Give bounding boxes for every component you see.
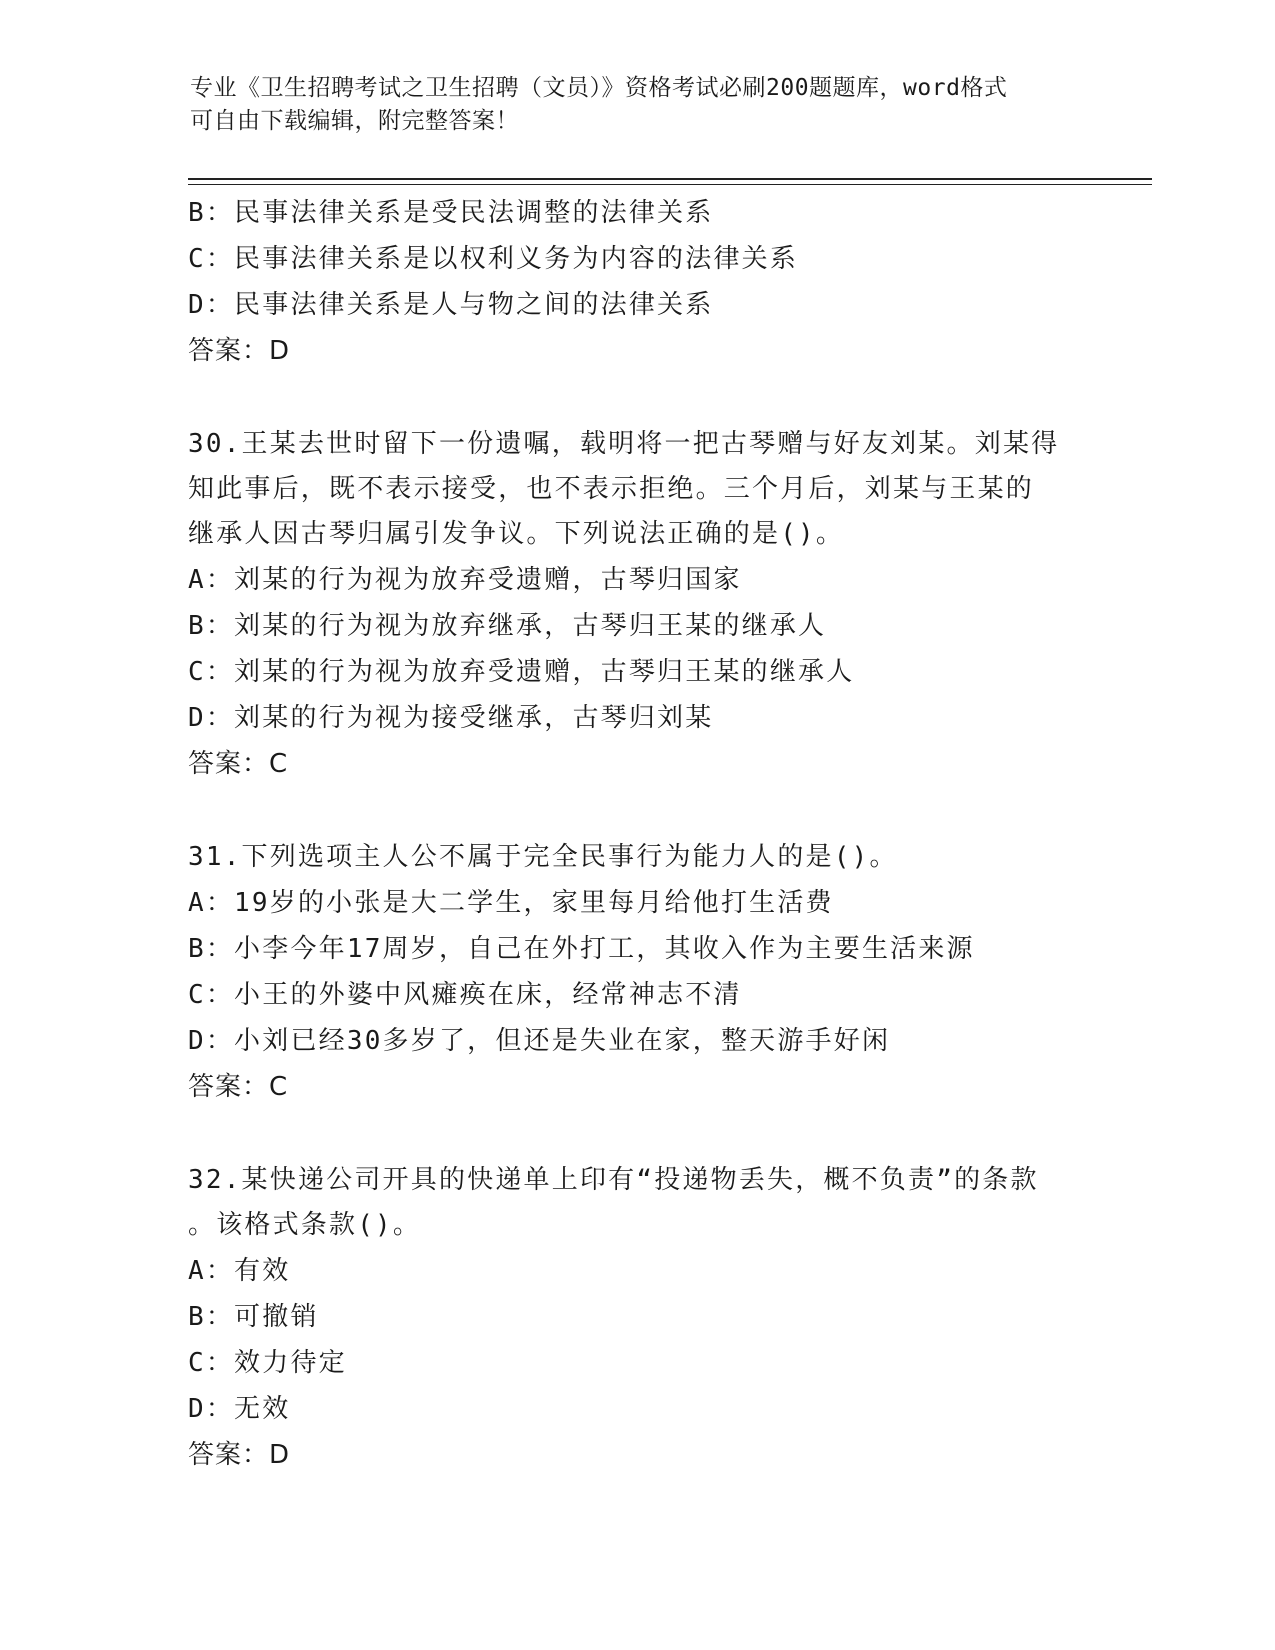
question-stem — [188, 835, 1088, 880]
question-30 — [188, 422, 1088, 787]
stem-line: 30.王某去世时留下一份遗嘱，载明将一把古琴赠与好友刘某。刘某得 — [188, 429, 1060, 459]
option-a: A：刘某的行为视为放弃受遗赠，古琴归国家 — [188, 565, 742, 595]
question-31 — [188, 835, 1088, 1110]
carryover-question — [188, 190, 1088, 374]
header-divider-thin — [188, 184, 1152, 185]
option-a: A：19岁的小张是大二学生，家里每月给他打生活费 — [188, 888, 834, 918]
answer-line: 答案：C — [188, 749, 289, 779]
document-header — [190, 72, 1090, 138]
header-divider-thick — [188, 178, 1152, 180]
option-c: C：刘某的行为视为放弃受遗赠，古琴归王某的继承人 — [188, 657, 855, 687]
spacer — [188, 787, 1088, 835]
stem-line: 继承人因古琴归属引发争议。下列说法正确的是()。 — [188, 519, 845, 549]
stem-line: 32.某快递公司开具的快递单上印有“投递物丢失，概不负责”的条款 — [188, 1165, 1039, 1195]
question-32 — [188, 1158, 1088, 1478]
answer-line: 答案：C — [188, 1072, 289, 1102]
option-c: C：民事法律关系是以权利义务为内容的法律关系 — [188, 244, 799, 274]
option-b: B：民事法律关系是受民法调整的法律关系 — [188, 198, 714, 228]
spacer — [188, 1110, 1088, 1158]
option-b: B：可撤销 — [188, 1302, 319, 1332]
question-stem — [188, 1158, 1088, 1248]
option-c: C：小王的外婆中风瘫痪在床，经常神志不清 — [188, 980, 742, 1010]
spacer — [188, 374, 1088, 422]
stem-line: 。该格式条款()。 — [188, 1210, 422, 1240]
answer-line: 答案：D — [188, 336, 291, 366]
answer-line: 答案：D — [188, 1440, 291, 1470]
option-a: A：有效 — [188, 1256, 291, 1286]
option-d: D：无效 — [188, 1394, 291, 1424]
stem-line: 31.下列选项主人公不属于完全民事行为能力人的是()。 — [188, 842, 898, 872]
stem-line: 知此事后，既不表示接受，也不表示拒绝。三个月后，刘某与王某的 — [188, 474, 1035, 504]
option-c: C：效力待定 — [188, 1348, 347, 1378]
option-d: D：小刘已经30多岁了，但还是失业在家，整天游手好闲 — [188, 1026, 891, 1056]
header-title-line-1: 专业《卫生招聘考试之卫生招聘（文员）》资格考试必刷200题题库，word格式 — [190, 75, 1008, 101]
question-list — [188, 190, 1088, 1478]
option-b: B：小李今年17周岁，自己在外打工，其收入作为主要生活来源 — [188, 934, 975, 964]
option-d: D：民事法律关系是人与物之间的法律关系 — [188, 290, 714, 320]
option-d: D：刘某的行为视为接受继承，古琴归刘某 — [188, 703, 714, 733]
option-b: B：刘某的行为视为放弃继承，古琴归王某的继承人 — [188, 611, 827, 641]
question-stem — [188, 422, 1088, 557]
header-title-line-2: 可自由下载编辑，附完整答案！ — [190, 108, 519, 134]
